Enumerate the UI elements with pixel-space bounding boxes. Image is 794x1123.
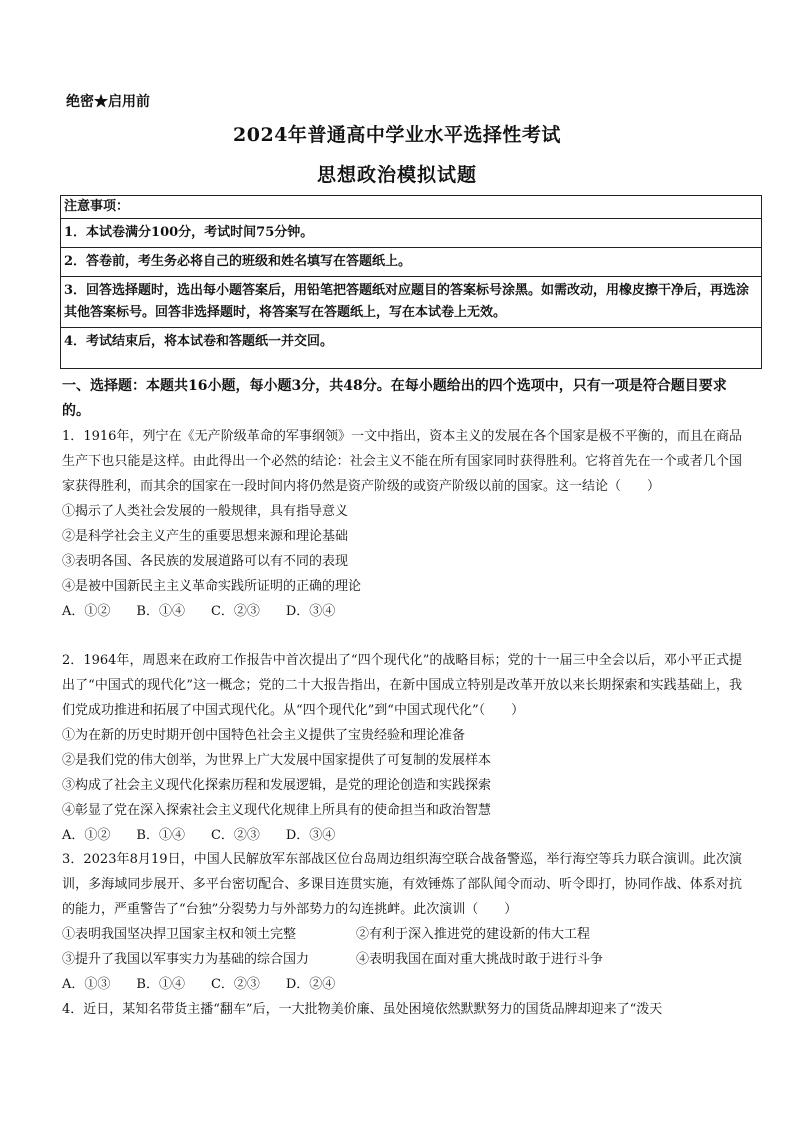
statement-option: ①揭示了人类社会发展的一般规律，具有指导意义 bbox=[62, 504, 349, 519]
question-1 bbox=[62, 424, 742, 624]
notice-box bbox=[60, 195, 762, 369]
statement-option: ③构成了社会主义现代化探索历程和发展逻辑，是党的理论创造和实践探索 bbox=[62, 778, 492, 793]
statement-option: ③提升了我国以军事实力为基础的综合国力 bbox=[62, 952, 310, 967]
statement-option: ③表明各国、各民族的发展道路可以有不同的表现 bbox=[62, 554, 349, 569]
exam-subtitle: 思想政治模拟试题 bbox=[316, 164, 477, 186]
question-4 bbox=[62, 997, 742, 1022]
answer-choices: A．①② B．①④ C．②③ D．③④ bbox=[62, 604, 336, 619]
notice-item: 2．答卷前，考生务必将自己的班级和姓名填写在答题纸上。 bbox=[61, 248, 761, 277]
statement-option: ②有利于深入推进党的建设新的伟大工程 bbox=[356, 927, 591, 942]
answer-choices: A．①② B．①④ C．②③ D．③④ bbox=[62, 828, 336, 843]
notice-item: 3．回答选择题时，选出每小题答案后，用铅笔把答题纸对应题目的答案标号涂黑。如需改动，用橡皮擦干净后，再选涂其他答案标号。回答非选择题时，将答案写在答题纸上，写在本试卷上无效。 bbox=[61, 277, 761, 328]
statement-option: ①表明我国坚决捍卫国家主权和领土完整 bbox=[62, 927, 297, 942]
option-row bbox=[62, 947, 742, 972]
answer-choices: A．①③ B．①④ C．②③ D．②④ bbox=[62, 977, 336, 992]
question-2 bbox=[62, 648, 742, 848]
statement-option: ④表明我国在面对重大挑战时敢于进行斗争 bbox=[356, 952, 604, 967]
notice-item: 1．本试卷满分100分，考试时间75分钟。 bbox=[61, 219, 761, 248]
exam-title: 2024年普通高中学业水平选择性考试 bbox=[233, 124, 561, 146]
notice-heading: 注意事项： bbox=[61, 196, 761, 219]
question-stem: 4．近日，某知名带货主播“翻车”后，一大批物美价廉、虽处困境依然默默努力的国货品牌却迎来了“泼天 bbox=[62, 1002, 663, 1017]
notice-item: 4．考试结束后，将本试卷和答题纸一并交回。 bbox=[64, 334, 334, 349]
question-3 bbox=[62, 847, 742, 997]
statement-option: ④是被中国新民主主义革命实践所证明的正确的理论 bbox=[62, 579, 362, 594]
question-stem: 1．1916年，列宁在《无产阶级革命的军事纲领》一文中指出，资本主义的发展在各个国家是极不平衡的，而且在商品生产下也只能是这样。由此得出一个必然的结论：社会主义不能在所有国家同时获得胜利。它将首先在一个或者几个国家获得胜利，而其余的国家在一段时间内将仍然是资产阶级的或资产阶级以前的国家。这一结论（ ） bbox=[62, 429, 742, 494]
section-heading: 一、选择题：本题共16小题，每小题3分，共48分。在每小题给出的四个选项中，只有一项是符合题目要求的。 bbox=[62, 378, 727, 419]
statement-option: ④彰显了党在深入探索社会主义现代化规律上所具有的使命担当和政治智慧 bbox=[62, 803, 492, 818]
question-stem: 3．2023年8月19日，中国人民解放军东部战区位台岛周边组织海空联合战备警巡，举行海空等兵力联合演训。此次演训，多海域同步展开、多平台密切配合、多课目连贯实施，有效锤炼了部队闻令而动、听令即打，协同作战、体系对抗的能力，严重警告了“台独”分裂势力与外部势力的勾连挑衅。此次演训（ ） bbox=[62, 852, 742, 917]
statement-option: ②是我们党的伟大创举，为世界上广大发展中国家提供了可复制的发展样本 bbox=[62, 753, 492, 768]
option-row bbox=[62, 922, 742, 947]
question-stem: 2．1964年，周恩来在政府工作报告中首次提出了“四个现代化”的战略目标；党的十一届三中全会以后，邓小平正式提出了“中国式的现代化”这一概念；党的二十大报告指出，在新中国成立特别是改革开放以来长期探索和实践基础上，我们党成功推进和拓展了中国式现代化。从“四个现代化”到“中国式现代化”（ ） bbox=[62, 653, 742, 718]
statement-option: ①为在新的历史时期开创中国特色社会主义提供了宝贵经验和理论准备 bbox=[62, 728, 466, 743]
secret-mark: 绝密★启用前 bbox=[66, 94, 150, 110]
statement-option: ②是科学社会主义产生的重要思想来源和理论基础 bbox=[62, 529, 349, 544]
